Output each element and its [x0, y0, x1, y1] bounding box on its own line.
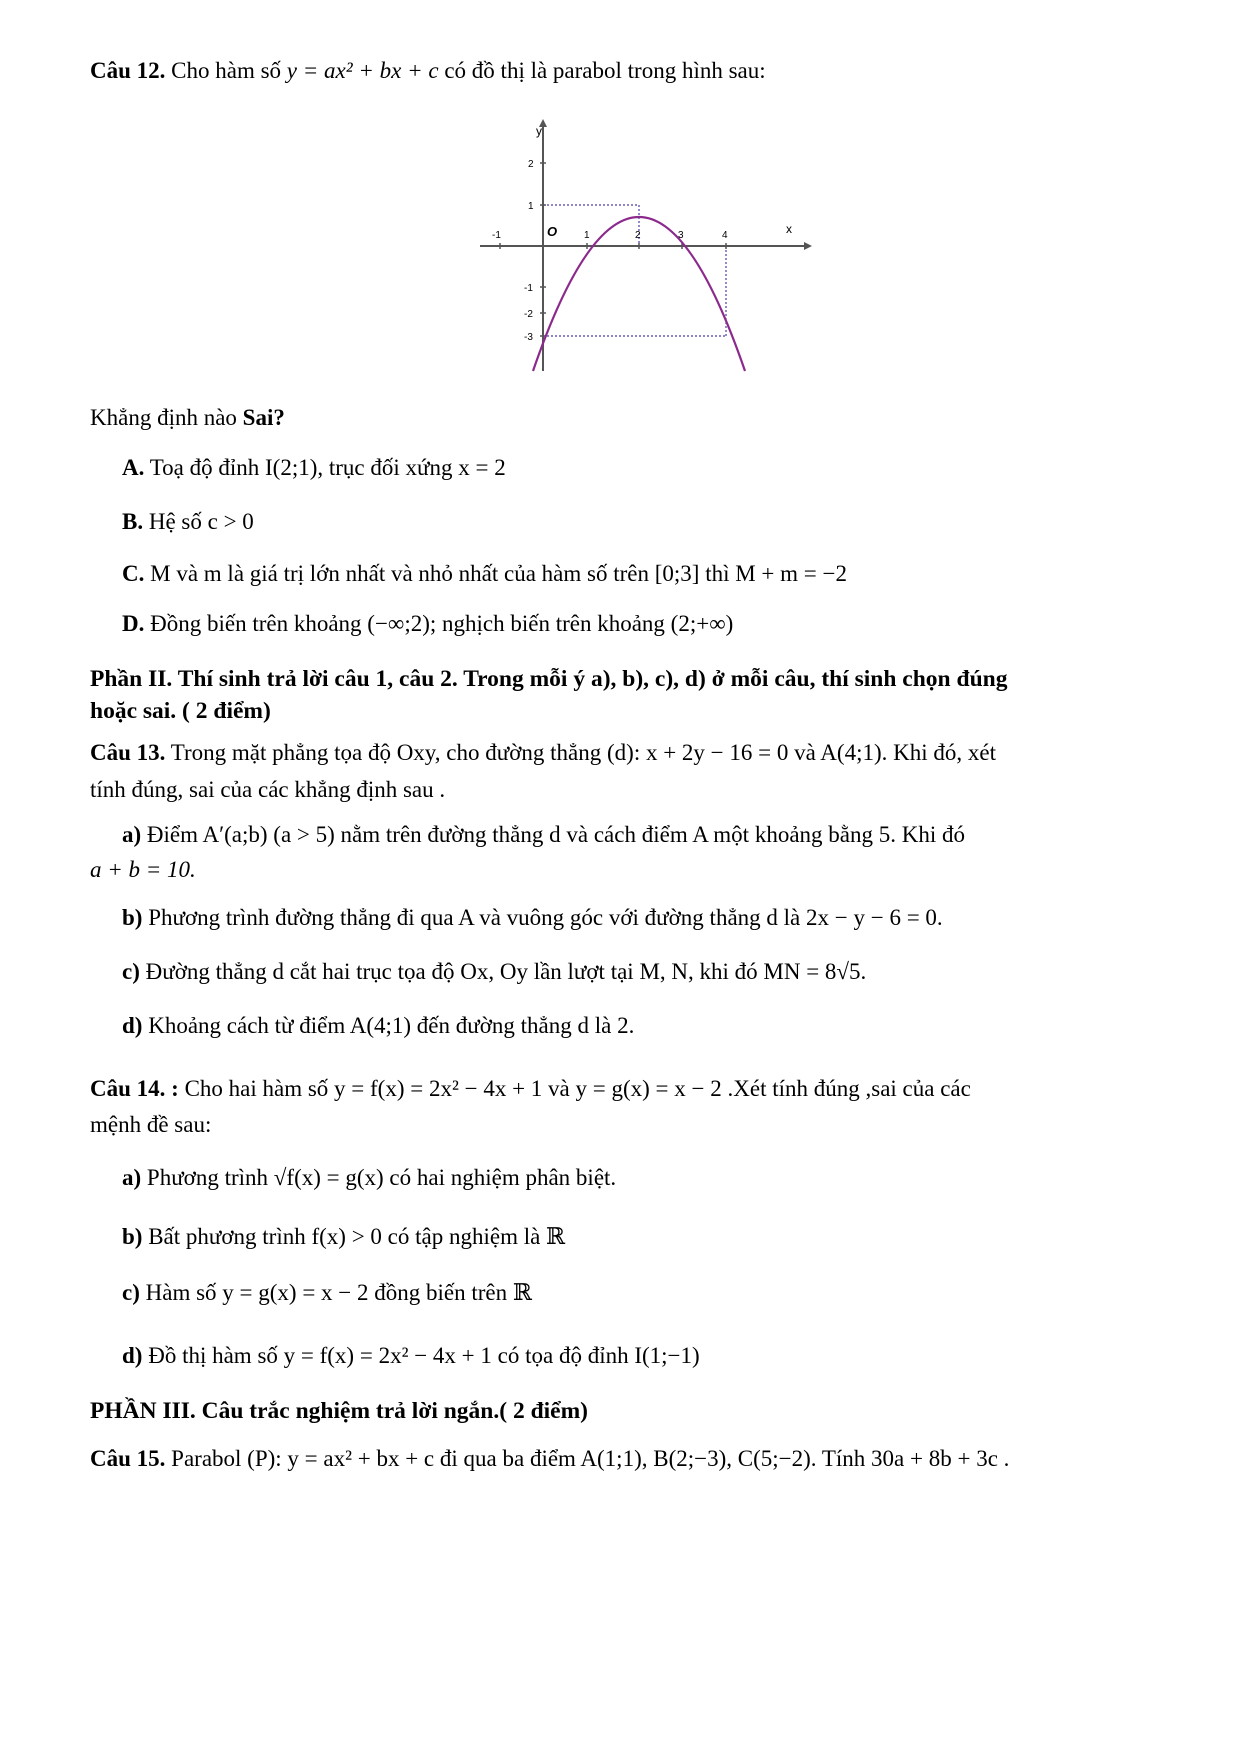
item-text: Đường thẳng d cắt hai trục tọa độ Ox, Oy lần lượt tại M, N, khi đó MN = 8√5. — [145, 959, 867, 984]
part2-heading-line1: Phần II. Thí sinh trả lời câu 1, câu 2. Trong mỗi ý a), b), c), d) ở mỗi câu, thí sinh chọn đúng — [90, 666, 1008, 692]
q13-text: Trong mặt phẳng tọa độ Oxy, cho đường thẳng (d): x + 2y − 16 = 0 và A(4;1). Khi đó, xét — [170, 740, 996, 765]
item-label: a) — [122, 822, 142, 847]
x-tick-label: 4 — [722, 230, 728, 241]
item-text: Phương trình đường thẳng đi qua A và vuông góc với đường thẳng d là 2x − y − 6 = 0. — [148, 905, 943, 930]
option-letter: D. — [122, 611, 145, 636]
y-tick-label: 2 — [528, 159, 534, 170]
item-label: d) — [122, 1343, 143, 1368]
q12-option-c[interactable] — [122, 559, 847, 589]
y-tick-label: -1 — [524, 283, 533, 294]
q12-prompt-text: Khẳng định nào — [90, 405, 237, 430]
q13-item-a[interactable] — [122, 820, 965, 850]
origin-label: O — [547, 224, 558, 239]
option-letter: A. — [122, 455, 145, 480]
q14-item-c[interactable] — [122, 1278, 532, 1308]
option-text: Hệ số c > 0 — [148, 509, 254, 534]
q14-text: Cho hai hàm số y = f(x) = 2x² − 4x + 1 và y = g(x) = x − 2 .Xét tính đúng ,sai của các — [184, 1076, 971, 1101]
item-label: d) — [122, 1013, 143, 1038]
option-letter: C. — [122, 561, 145, 586]
q12-text-before: Cho hàm số — [171, 58, 282, 83]
y-tick-label: 1 — [528, 201, 534, 212]
part2-heading-line2: hoặc sai. ( 2 điểm) — [90, 698, 271, 724]
q14-label: Câu 14. : — [90, 1076, 179, 1101]
x-axis-label: x — [786, 222, 792, 236]
q12-stem — [90, 56, 766, 86]
q12-text-after: có đồ thị là parabol trong hình sau: — [444, 58, 766, 83]
q13-item-a-line2: a + b = 10. — [90, 857, 196, 882]
option-text: M và m là giá trị lớn nhất và nhỏ nhất của hàm số trên [0;3] thì M + m = −2 — [150, 561, 847, 586]
q12-prompt-bold: Sai? — [242, 405, 285, 430]
item-label: c) — [122, 959, 140, 984]
y-tick-label: -3 — [524, 332, 533, 343]
item-text: Bất phương trình f(x) > 0 có tập nghiệm là ℝ — [148, 1224, 566, 1249]
q12-option-b[interactable] — [122, 507, 254, 537]
q15-text: Parabol (P): y = ax² + bx + c đi qua ba điểm A(1;1), B(2;−3), C(5;−2). Tính 30a + 8b + 3c . — [171, 1446, 1010, 1471]
x-tick-label: -1 — [492, 230, 501, 241]
q12-label: Câu 12. — [90, 58, 166, 83]
part3-heading: PHẦN III. Câu trắc nghiệm trả lời ngắn.( 2 điểm) — [90, 1398, 589, 1424]
q12-prompt — [90, 403, 285, 433]
q13-stem-line1 — [90, 738, 996, 768]
item-text: Phương trình √f(x) = g(x) có hai nghiệm phân biệt. — [146, 1165, 617, 1190]
q15-stem — [90, 1444, 1009, 1474]
item-text: Hàm số y = g(x) = x − 2 đồng biến trên ℝ — [145, 1280, 532, 1305]
x-tick-label: 1 — [584, 230, 590, 241]
q12-formula: y = ax² + bx + c — [286, 58, 439, 83]
q12-option-a[interactable] — [122, 453, 506, 483]
q13-label: Câu 13. — [90, 740, 166, 765]
q14-stem-line1 — [90, 1074, 971, 1104]
q13-stem-line2: tính đúng, sai của các khẳng định sau . — [90, 777, 446, 802]
item-text: Đồ thị hàm số y = f(x) = 2x² − 4x + 1 có tọa độ đỉnh I(1;−1) — [148, 1343, 700, 1368]
item-label: a) — [122, 1165, 142, 1190]
option-text: Toạ độ đỉnh I(2;1), trục đối xứng x = 2 — [149, 455, 506, 480]
q13-item-b[interactable] — [122, 903, 943, 933]
y-axis-label: y — [536, 124, 542, 138]
q14-item-d[interactable] — [122, 1341, 700, 1371]
q14-stem-line2: mệnh đề sau: — [90, 1112, 212, 1137]
x-axis-arrow — [804, 242, 812, 250]
q14-item-a[interactable] — [122, 1163, 616, 1193]
option-letter: B. — [122, 509, 144, 534]
item-text: Điểm A′(a;b) (a > 5) nằm trên đường thẳng d và cách điểm A một khoảng bằng 5. Khi đó — [146, 822, 965, 847]
q13-item-d[interactable] — [122, 1011, 634, 1041]
x-tick-label: 3 — [678, 230, 684, 241]
q12-option-d[interactable] — [122, 609, 733, 639]
item-label: b) — [122, 1224, 143, 1249]
q14-item-b[interactable] — [122, 1222, 565, 1252]
x-tick-label: 2 — [635, 230, 641, 241]
parabola-graph — [460, 115, 840, 425]
q13-item-c[interactable] — [122, 957, 866, 987]
q15-label: Câu 15. — [90, 1446, 166, 1471]
item-label: b) — [122, 905, 143, 930]
y-tick-label: -2 — [524, 309, 533, 320]
option-text: Đồng biến trên khoảng (−∞;2); nghịch biến trên khoảng (2;+∞) — [150, 611, 734, 636]
item-text: Khoảng cách từ điểm A(4;1) đến đường thẳng d là 2. — [148, 1013, 635, 1038]
item-label: c) — [122, 1280, 140, 1305]
